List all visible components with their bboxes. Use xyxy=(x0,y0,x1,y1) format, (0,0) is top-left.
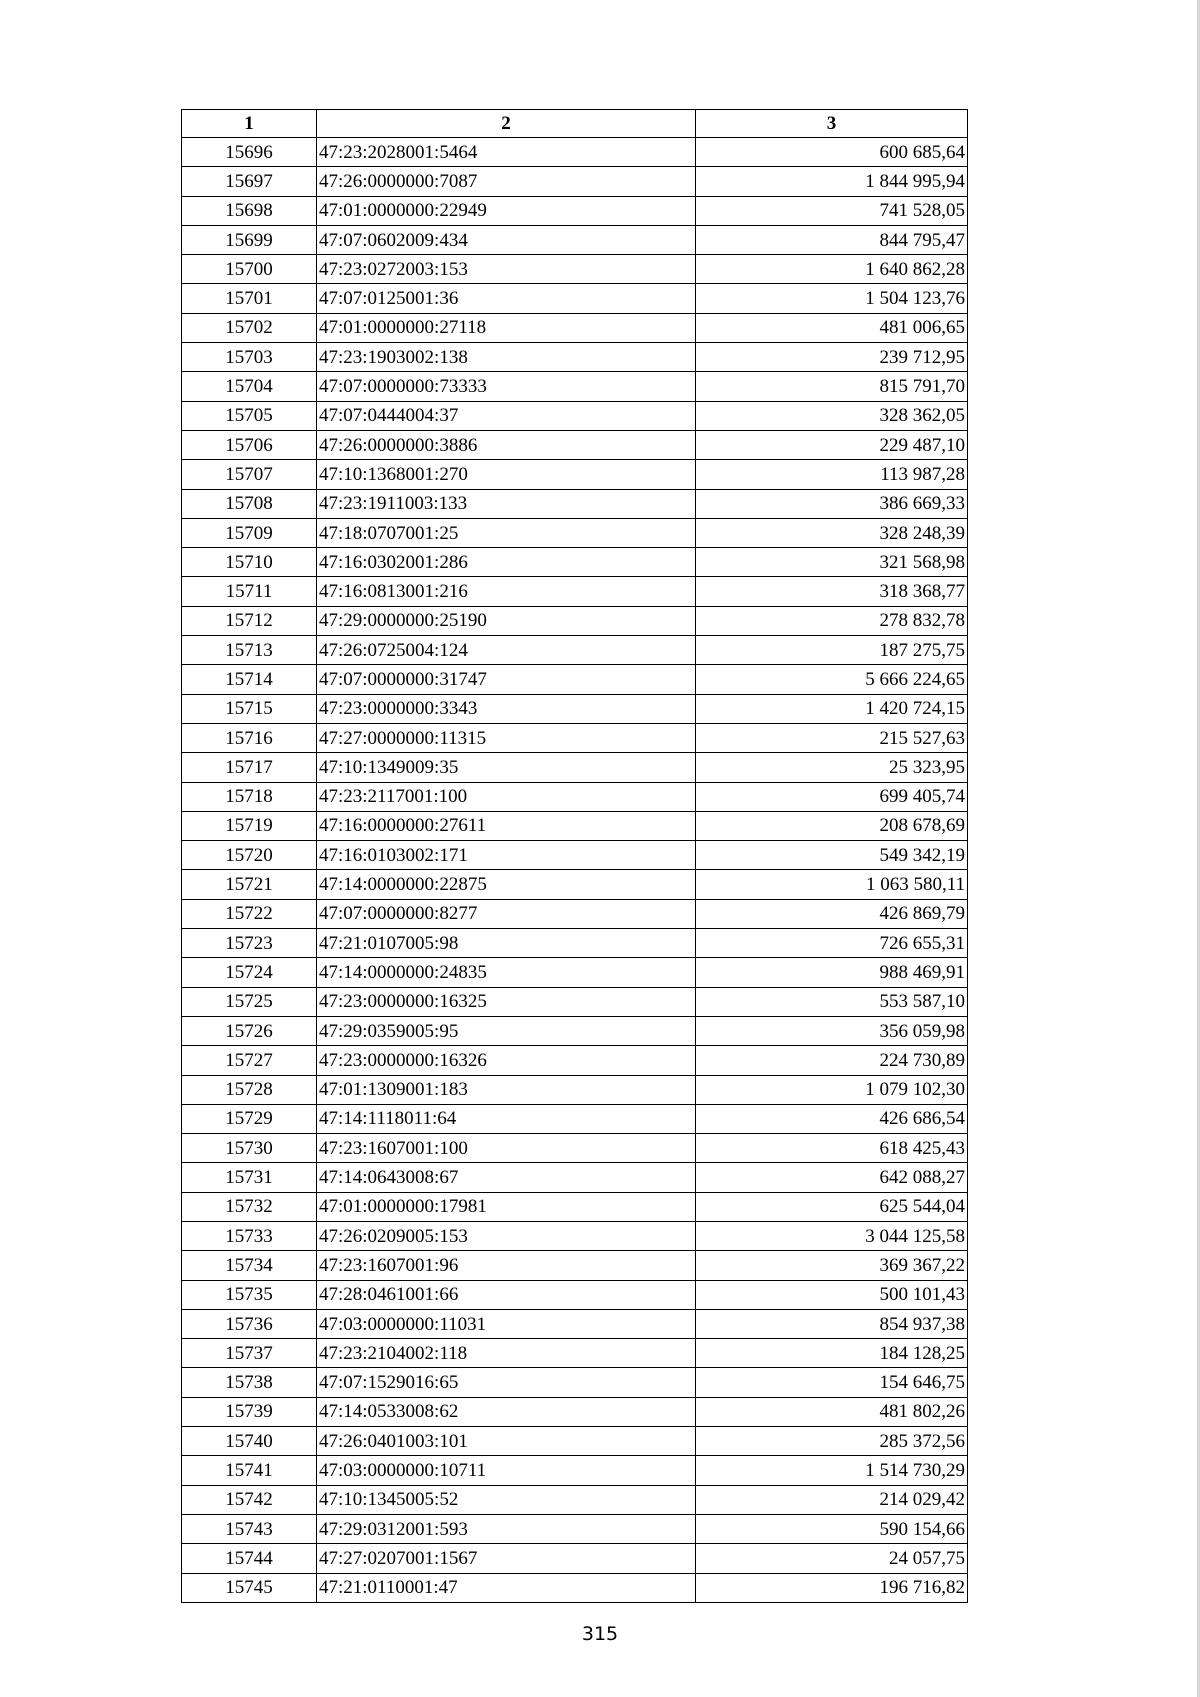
table-row xyxy=(182,460,968,489)
row-number-cell: 15719 xyxy=(182,811,317,840)
row-number-cell: 15718 xyxy=(182,782,317,811)
cadastral-number-cell: 47:03:0000000:10711 xyxy=(317,1456,696,1485)
cadastral-number-cell: 47:07:1529016:65 xyxy=(317,1368,696,1397)
row-number-cell: 15716 xyxy=(182,723,317,752)
table-row xyxy=(182,1221,968,1250)
row-number-cell: 15737 xyxy=(182,1339,317,1368)
table-row xyxy=(182,1485,968,1514)
row-number-cell: 15728 xyxy=(182,1075,317,1104)
row-number-cell: 15709 xyxy=(182,518,317,547)
value-cell: 553 587,10 xyxy=(696,987,968,1016)
value-cell: 590 154,66 xyxy=(696,1514,968,1543)
row-number-cell: 15717 xyxy=(182,753,317,782)
row-number-cell: 15721 xyxy=(182,870,317,899)
header-col-2: 2 xyxy=(317,110,696,138)
value-cell: 25 323,95 xyxy=(696,753,968,782)
value-cell: 321 568,98 xyxy=(696,548,968,577)
value-cell: 618 425,43 xyxy=(696,1134,968,1163)
value-cell: 386 669,33 xyxy=(696,489,968,518)
value-cell: 1 063 580,11 xyxy=(696,870,968,899)
row-number-cell: 15705 xyxy=(182,401,317,430)
table-row xyxy=(182,1280,968,1309)
value-cell: 481 006,65 xyxy=(696,313,968,342)
row-number-cell: 15723 xyxy=(182,929,317,958)
table-row xyxy=(182,430,968,459)
row-number-cell: 15715 xyxy=(182,694,317,723)
cadastral-number-cell: 47:07:0602009:434 xyxy=(317,225,696,254)
value-cell: 815 791,70 xyxy=(696,372,968,401)
cadastral-number-cell: 47:16:0103002:171 xyxy=(317,841,696,870)
row-number-cell: 15712 xyxy=(182,606,317,635)
row-number-cell: 15734 xyxy=(182,1251,317,1280)
value-cell: 1 504 123,76 xyxy=(696,284,968,313)
value-cell: 426 686,54 xyxy=(696,1104,968,1133)
value-cell: 1 844 995,94 xyxy=(696,167,968,196)
table-row xyxy=(182,694,968,723)
row-number-cell: 15707 xyxy=(182,460,317,489)
cadastral-number-cell: 47:29:0000000:25190 xyxy=(317,606,696,635)
row-number-cell: 15729 xyxy=(182,1104,317,1133)
value-cell: 1 640 862,28 xyxy=(696,255,968,284)
cadastral-number-cell: 47:28:0461001:66 xyxy=(317,1280,696,1309)
row-number-cell: 15726 xyxy=(182,1016,317,1045)
value-cell: 229 487,10 xyxy=(696,430,968,459)
row-number-cell: 15724 xyxy=(182,958,317,987)
value-cell: 5 666 224,65 xyxy=(696,665,968,694)
value-cell: 224 730,89 xyxy=(696,1046,968,1075)
header-row xyxy=(182,110,968,138)
table-row xyxy=(182,1456,968,1485)
table-row xyxy=(182,929,968,958)
row-number-cell: 15735 xyxy=(182,1280,317,1309)
table-row xyxy=(182,636,968,665)
row-number-cell: 15727 xyxy=(182,1046,317,1075)
value-cell: 1 079 102,30 xyxy=(696,1075,968,1104)
cadastral-number-cell: 47:26:0000000:3886 xyxy=(317,430,696,459)
cadastral-number-cell: 47:14:0533008:62 xyxy=(317,1397,696,1426)
value-cell: 318 368,77 xyxy=(696,577,968,606)
table-row xyxy=(182,1075,968,1104)
row-number-cell: 15697 xyxy=(182,167,317,196)
value-cell: 328 362,05 xyxy=(696,401,968,430)
cadastral-number-cell: 47:23:0272003:153 xyxy=(317,255,696,284)
row-number-cell: 15704 xyxy=(182,372,317,401)
table-row xyxy=(182,1397,968,1426)
row-number-cell: 15742 xyxy=(182,1485,317,1514)
cadastral-number-cell: 47:23:0000000:16326 xyxy=(317,1046,696,1075)
cadastral-number-cell: 47:29:0359005:95 xyxy=(317,1016,696,1045)
cadastral-number-cell: 47:23:1903002:138 xyxy=(317,343,696,372)
table-row xyxy=(182,196,968,225)
cadastral-number-cell: 47:07:0000000:31747 xyxy=(317,665,696,694)
value-cell: 600 685,64 xyxy=(696,138,968,167)
table-row xyxy=(182,1192,968,1221)
value-cell: 328 248,39 xyxy=(696,518,968,547)
value-cell: 239 712,95 xyxy=(696,343,968,372)
cadastral-number-cell: 47:01:0000000:17981 xyxy=(317,1192,696,1221)
value-cell: 154 646,75 xyxy=(696,1368,968,1397)
value-cell: 113 987,28 xyxy=(696,460,968,489)
value-cell: 699 405,74 xyxy=(696,782,968,811)
row-number-cell: 15702 xyxy=(182,313,317,342)
table-header xyxy=(182,110,968,138)
row-number-cell: 15696 xyxy=(182,138,317,167)
page-number: 315 xyxy=(581,1623,619,1645)
value-cell: 500 101,43 xyxy=(696,1280,968,1309)
row-number-cell: 15698 xyxy=(182,196,317,225)
value-cell: 481 802,26 xyxy=(696,1397,968,1426)
table-row xyxy=(182,1368,968,1397)
value-cell: 1 420 724,15 xyxy=(696,694,968,723)
cadastral-number-cell: 47:01:1309001:183 xyxy=(317,1075,696,1104)
row-number-cell: 15713 xyxy=(182,636,317,665)
table-row xyxy=(182,870,968,899)
row-number-cell: 15732 xyxy=(182,1192,317,1221)
table-body xyxy=(182,138,968,1603)
cadastral-number-cell: 47:27:0207001:1567 xyxy=(317,1544,696,1573)
cadastral-number-cell: 47:16:0000000:27611 xyxy=(317,811,696,840)
cadastral-number-cell: 47:23:2117001:100 xyxy=(317,782,696,811)
row-number-cell: 15701 xyxy=(182,284,317,313)
table-row xyxy=(182,372,968,401)
cadastral-number-cell: 47:07:0125001:36 xyxy=(317,284,696,313)
cadastral-number-cell: 47:10:1349009:35 xyxy=(317,753,696,782)
cadastral-number-cell: 47:23:0000000:3343 xyxy=(317,694,696,723)
value-cell: 285 372,56 xyxy=(696,1427,968,1456)
table-row xyxy=(182,811,968,840)
table-row xyxy=(182,782,968,811)
table-row xyxy=(182,1573,968,1602)
table-row xyxy=(182,548,968,577)
table-row xyxy=(182,1544,968,1573)
cadastral-number-cell: 47:21:0110001:47 xyxy=(317,1573,696,1602)
cadastral-number-cell: 47:23:0000000:16325 xyxy=(317,987,696,1016)
row-number-cell: 15743 xyxy=(182,1514,317,1543)
row-number-cell: 15736 xyxy=(182,1309,317,1338)
table-row xyxy=(182,577,968,606)
value-cell: 1 514 730,29 xyxy=(696,1456,968,1485)
row-number-cell: 15700 xyxy=(182,255,317,284)
row-number-cell: 15733 xyxy=(182,1221,317,1250)
cadastral-number-cell: 47:23:1607001:96 xyxy=(317,1251,696,1280)
row-number-cell: 15703 xyxy=(182,343,317,372)
cadastral-number-cell: 47:10:1368001:270 xyxy=(317,460,696,489)
row-number-cell: 15731 xyxy=(182,1163,317,1192)
row-number-cell: 15722 xyxy=(182,899,317,928)
table-row xyxy=(182,753,968,782)
cadastral-number-cell: 47:26:0000000:7087 xyxy=(317,167,696,196)
cadastral-number-cell: 47:23:1911003:133 xyxy=(317,489,696,518)
value-cell: 356 059,98 xyxy=(696,1016,968,1045)
table-row xyxy=(182,841,968,870)
value-cell: 187 275,75 xyxy=(696,636,968,665)
row-number-cell: 15699 xyxy=(182,225,317,254)
value-cell: 278 832,78 xyxy=(696,606,968,635)
table-row xyxy=(182,665,968,694)
cadastral-number-cell: 47:26:0401003:101 xyxy=(317,1427,696,1456)
cadastral-number-cell: 47:18:0707001:25 xyxy=(317,518,696,547)
header-col-1: 1 xyxy=(182,110,317,138)
row-number-cell: 15739 xyxy=(182,1397,317,1426)
cadastral-number-cell: 47:01:0000000:27118 xyxy=(317,313,696,342)
cadastral-number-cell: 47:26:0725004:124 xyxy=(317,636,696,665)
value-cell: 844 795,47 xyxy=(696,225,968,254)
value-cell: 741 528,05 xyxy=(696,196,968,225)
cadastral-number-cell: 47:07:0000000:73333 xyxy=(317,372,696,401)
cadastral-number-cell: 47:07:0444004:37 xyxy=(317,401,696,430)
cadastral-number-cell: 47:10:1345005:52 xyxy=(317,1485,696,1514)
table-row xyxy=(182,255,968,284)
row-number-cell: 15706 xyxy=(182,430,317,459)
table-row xyxy=(182,1163,968,1192)
table-row xyxy=(182,1514,968,1543)
value-cell: 196 716,82 xyxy=(696,1573,968,1602)
header-col-3: 3 xyxy=(696,110,968,138)
cadastral-number-cell: 47:01:0000000:22949 xyxy=(317,196,696,225)
table-row xyxy=(182,138,968,167)
value-cell: 24 057,75 xyxy=(696,1544,968,1573)
row-number-cell: 15741 xyxy=(182,1456,317,1485)
cadastral-number-cell: 47:29:0312001:593 xyxy=(317,1514,696,1543)
row-number-cell: 15711 xyxy=(182,577,317,606)
row-number-cell: 15744 xyxy=(182,1544,317,1573)
value-cell: 215 527,63 xyxy=(696,723,968,752)
table-row xyxy=(182,1046,968,1075)
table-row xyxy=(182,1016,968,1045)
value-cell: 642 088,27 xyxy=(696,1163,968,1192)
cadastral-number-cell: 47:14:0643008:67 xyxy=(317,1163,696,1192)
value-cell: 988 469,91 xyxy=(696,958,968,987)
cadastral-number-cell: 47:14:0000000:24835 xyxy=(317,958,696,987)
row-number-cell: 15730 xyxy=(182,1134,317,1163)
table-row xyxy=(182,518,968,547)
table-row xyxy=(182,899,968,928)
row-number-cell: 15710 xyxy=(182,548,317,577)
table-row xyxy=(182,1309,968,1338)
table-row xyxy=(182,723,968,752)
table-row xyxy=(182,1134,968,1163)
row-number-cell: 15738 xyxy=(182,1368,317,1397)
row-number-cell: 15720 xyxy=(182,841,317,870)
value-cell: 726 655,31 xyxy=(696,929,968,958)
cadastral-number-cell: 47:03:0000000:11031 xyxy=(317,1309,696,1338)
value-cell: 625 544,04 xyxy=(696,1192,968,1221)
table-row xyxy=(182,1251,968,1280)
table-row xyxy=(182,1104,968,1133)
table-row xyxy=(182,225,968,254)
table-row xyxy=(182,313,968,342)
cadastral-number-cell: 47:23:1607001:100 xyxy=(317,1134,696,1163)
table-row xyxy=(182,1339,968,1368)
table-row xyxy=(182,1427,968,1456)
value-cell: 214 029,42 xyxy=(696,1485,968,1514)
value-cell: 369 367,22 xyxy=(696,1251,968,1280)
cadastral-table xyxy=(181,109,968,1603)
cadastral-number-cell: 47:23:2028001:5464 xyxy=(317,138,696,167)
cadastral-number-cell: 47:27:0000000:11315 xyxy=(317,723,696,752)
row-number-cell: 15745 xyxy=(182,1573,317,1602)
value-cell: 854 937,38 xyxy=(696,1309,968,1338)
cadastral-number-cell: 47:23:2104002:118 xyxy=(317,1339,696,1368)
cadastral-number-cell: 47:16:0813001:216 xyxy=(317,577,696,606)
cadastral-number-cell: 47:14:0000000:22875 xyxy=(317,870,696,899)
table-row xyxy=(182,167,968,196)
cadastral-number-cell: 47:07:0000000:8277 xyxy=(317,899,696,928)
table-row xyxy=(182,489,968,518)
table-row xyxy=(182,958,968,987)
row-number-cell: 15714 xyxy=(182,665,317,694)
row-number-cell: 15708 xyxy=(182,489,317,518)
value-cell: 184 128,25 xyxy=(696,1339,968,1368)
table-row xyxy=(182,284,968,313)
cadastral-number-cell: 47:26:0209005:153 xyxy=(317,1221,696,1250)
table-row xyxy=(182,987,968,1016)
table-row xyxy=(182,606,968,635)
value-cell: 208 678,69 xyxy=(696,811,968,840)
table-row xyxy=(182,401,968,430)
cadastral-number-cell: 47:21:0107005:98 xyxy=(317,929,696,958)
cadastral-number-cell: 47:16:0302001:286 xyxy=(317,548,696,577)
table-row xyxy=(182,343,968,372)
cadastral-number-cell: 47:14:1118011:64 xyxy=(317,1104,696,1133)
row-number-cell: 15740 xyxy=(182,1427,317,1456)
row-number-cell: 15725 xyxy=(182,987,317,1016)
value-cell: 426 869,79 xyxy=(696,899,968,928)
value-cell: 3 044 125,58 xyxy=(696,1221,968,1250)
value-cell: 549 342,19 xyxy=(696,841,968,870)
